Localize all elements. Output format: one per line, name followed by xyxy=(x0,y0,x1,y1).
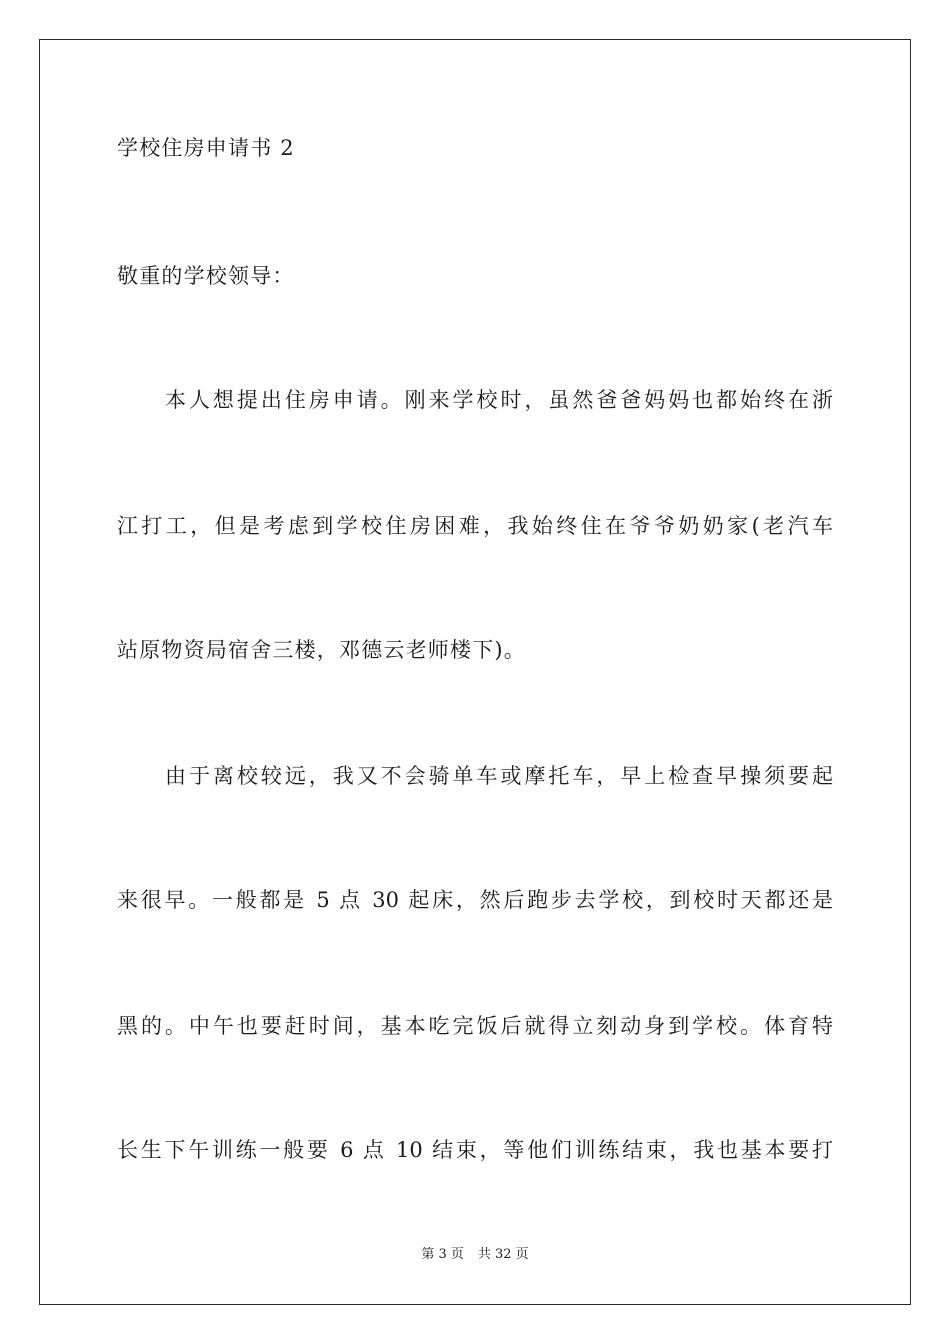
paragraph-2-line-4: 长生下午训练一般要 6 点 10 结束，等他们训练结束，我也基本要打 xyxy=(117,1138,833,1162)
paragraph-2-line-2: 来很早。一般都是 5 点 30 起床，然后跑步去学校，到校时天都还是 xyxy=(117,888,833,912)
paragraph-1-line-1: 本人想提出住房申请。刚来学校时，虽然爸爸妈妈也都始终在浙 xyxy=(165,388,833,412)
paragraph-2-line-1: 由于离校较远，我又不会骑单车或摩托车，早上检查早操须要起 xyxy=(165,764,833,788)
page-footer xyxy=(0,1246,950,1264)
paragraph-1-line-2: 江打工，但是考虑到学校住房困难，我始终住在爷爷奶奶家(老汽车 xyxy=(117,514,833,538)
paragraph-1-line-3: 站原物资局宿舍三楼，邓德云老师楼下)。 xyxy=(117,638,526,662)
document-title: 学校住房申请书 2 xyxy=(117,136,295,160)
paragraph-2-line-3: 黑的。中午也要赶时间，基本吃完饭后就得立刻动身到学校。体育特 xyxy=(117,1014,833,1038)
salutation: 敬重的学校领导： xyxy=(117,264,295,288)
page-border xyxy=(39,39,911,1305)
page-total: 共 32 页 xyxy=(477,1247,529,1262)
page-number: 第 3 页 xyxy=(421,1247,464,1262)
